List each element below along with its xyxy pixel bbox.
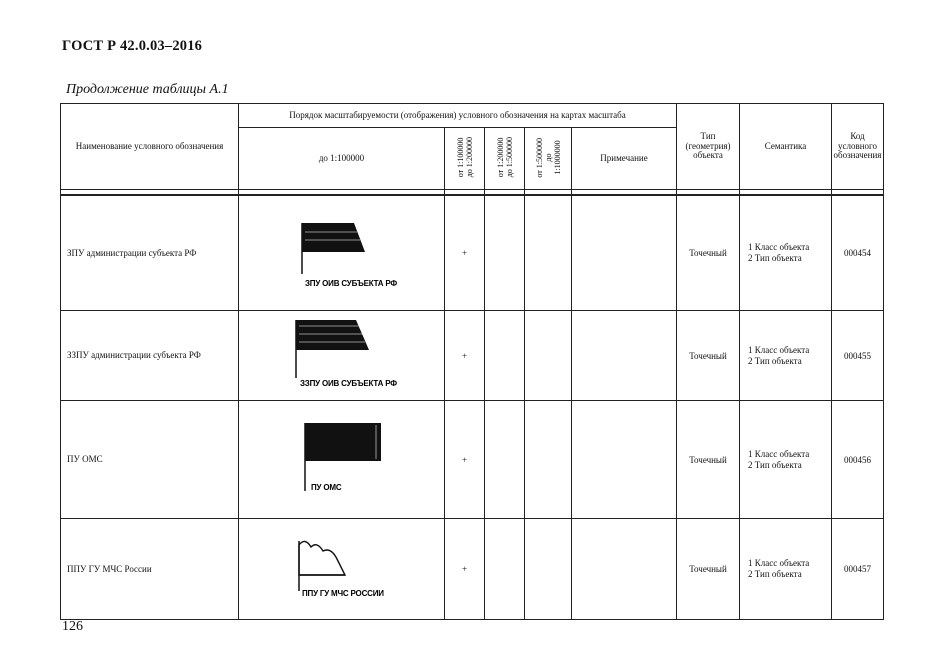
- row-name: ПУ ОМС: [61, 401, 239, 519]
- symbols-table: [60, 103, 884, 620]
- row-type: Точечный: [677, 401, 740, 519]
- row-sign: [239, 311, 445, 401]
- table-row: [61, 401, 884, 519]
- header-code: Код условного обозначения: [832, 104, 884, 190]
- header-scale-1: до 1:100000: [239, 128, 445, 190]
- scale-mark: +: [445, 311, 485, 401]
- row-code: 000454: [832, 195, 884, 311]
- sign-label: ПУ ОМС: [311, 483, 342, 492]
- header-name: Наименование условного обозначения: [61, 104, 239, 190]
- flag-sign-icon: [239, 401, 445, 518]
- table-row: [61, 311, 884, 401]
- header-note: Примечание: [572, 128, 677, 190]
- row-sign: [239, 519, 445, 620]
- row-semantics: 1 Класс объекта 2 Тип объекта: [740, 311, 832, 401]
- row-code: 000456: [832, 401, 884, 519]
- flag-sign-icon: [239, 311, 445, 400]
- row-name: ЗЗПУ администрации субъекта РФ: [61, 311, 239, 401]
- row-sign: [239, 195, 445, 311]
- row-type: Точечный: [677, 519, 740, 620]
- scale-mark: +: [445, 519, 485, 620]
- sign-label: ППУ ГУ МЧС РОССИИ: [302, 589, 384, 598]
- row-semantics: 1 Класс объекта 2 Тип объекта: [740, 401, 832, 519]
- row-code: 000457: [832, 519, 884, 620]
- standard-title: ГОСТ Р 42.0.03–2016: [62, 38, 203, 54]
- row-name: ЗПУ администрации субъекта РФ: [61, 195, 239, 311]
- row-code: 000455: [832, 311, 884, 401]
- scale-mark: +: [445, 401, 485, 519]
- mountain-flag-sign-icon: [239, 519, 445, 619]
- header-semantics: Семантика: [740, 104, 832, 190]
- table-row: [61, 195, 884, 311]
- table-continuation-caption: Продолжение таблицы А.1: [66, 82, 229, 97]
- header-scale-3: от 1:200000 до 1:500000: [485, 128, 525, 190]
- row-name: ППУ ГУ МЧС России: [61, 519, 239, 620]
- header-scale-2: от 1:100000 до 1:200000: [445, 128, 485, 190]
- page-number: 126: [62, 619, 83, 634]
- row-semantics: 1 Класс объекта 2 Тип объекта: [740, 195, 832, 311]
- header-scale-4: от 1:500000 до 1:1000000: [525, 128, 572, 190]
- row-type: Точечный: [677, 195, 740, 311]
- row-semantics: 1 Класс объекта 2 Тип объекта: [740, 519, 832, 620]
- row-type: Точечный: [677, 311, 740, 401]
- row-sign: [239, 401, 445, 519]
- flag-sign-icon: [239, 196, 445, 310]
- header-type: Тип (геометрия) объекта: [677, 104, 740, 190]
- scale-mark: +: [445, 195, 485, 311]
- table-row: [61, 519, 884, 620]
- sign-label: ЗПУ ОИВ СУБЪЕКТА РФ: [305, 279, 398, 288]
- sign-label: ЗЗПУ ОИВ СУБЪЕКТА РФ: [300, 379, 397, 388]
- header-scale-group: Порядок масштабируемости (отображения) условного обозначения на картах масштаба: [239, 104, 677, 128]
